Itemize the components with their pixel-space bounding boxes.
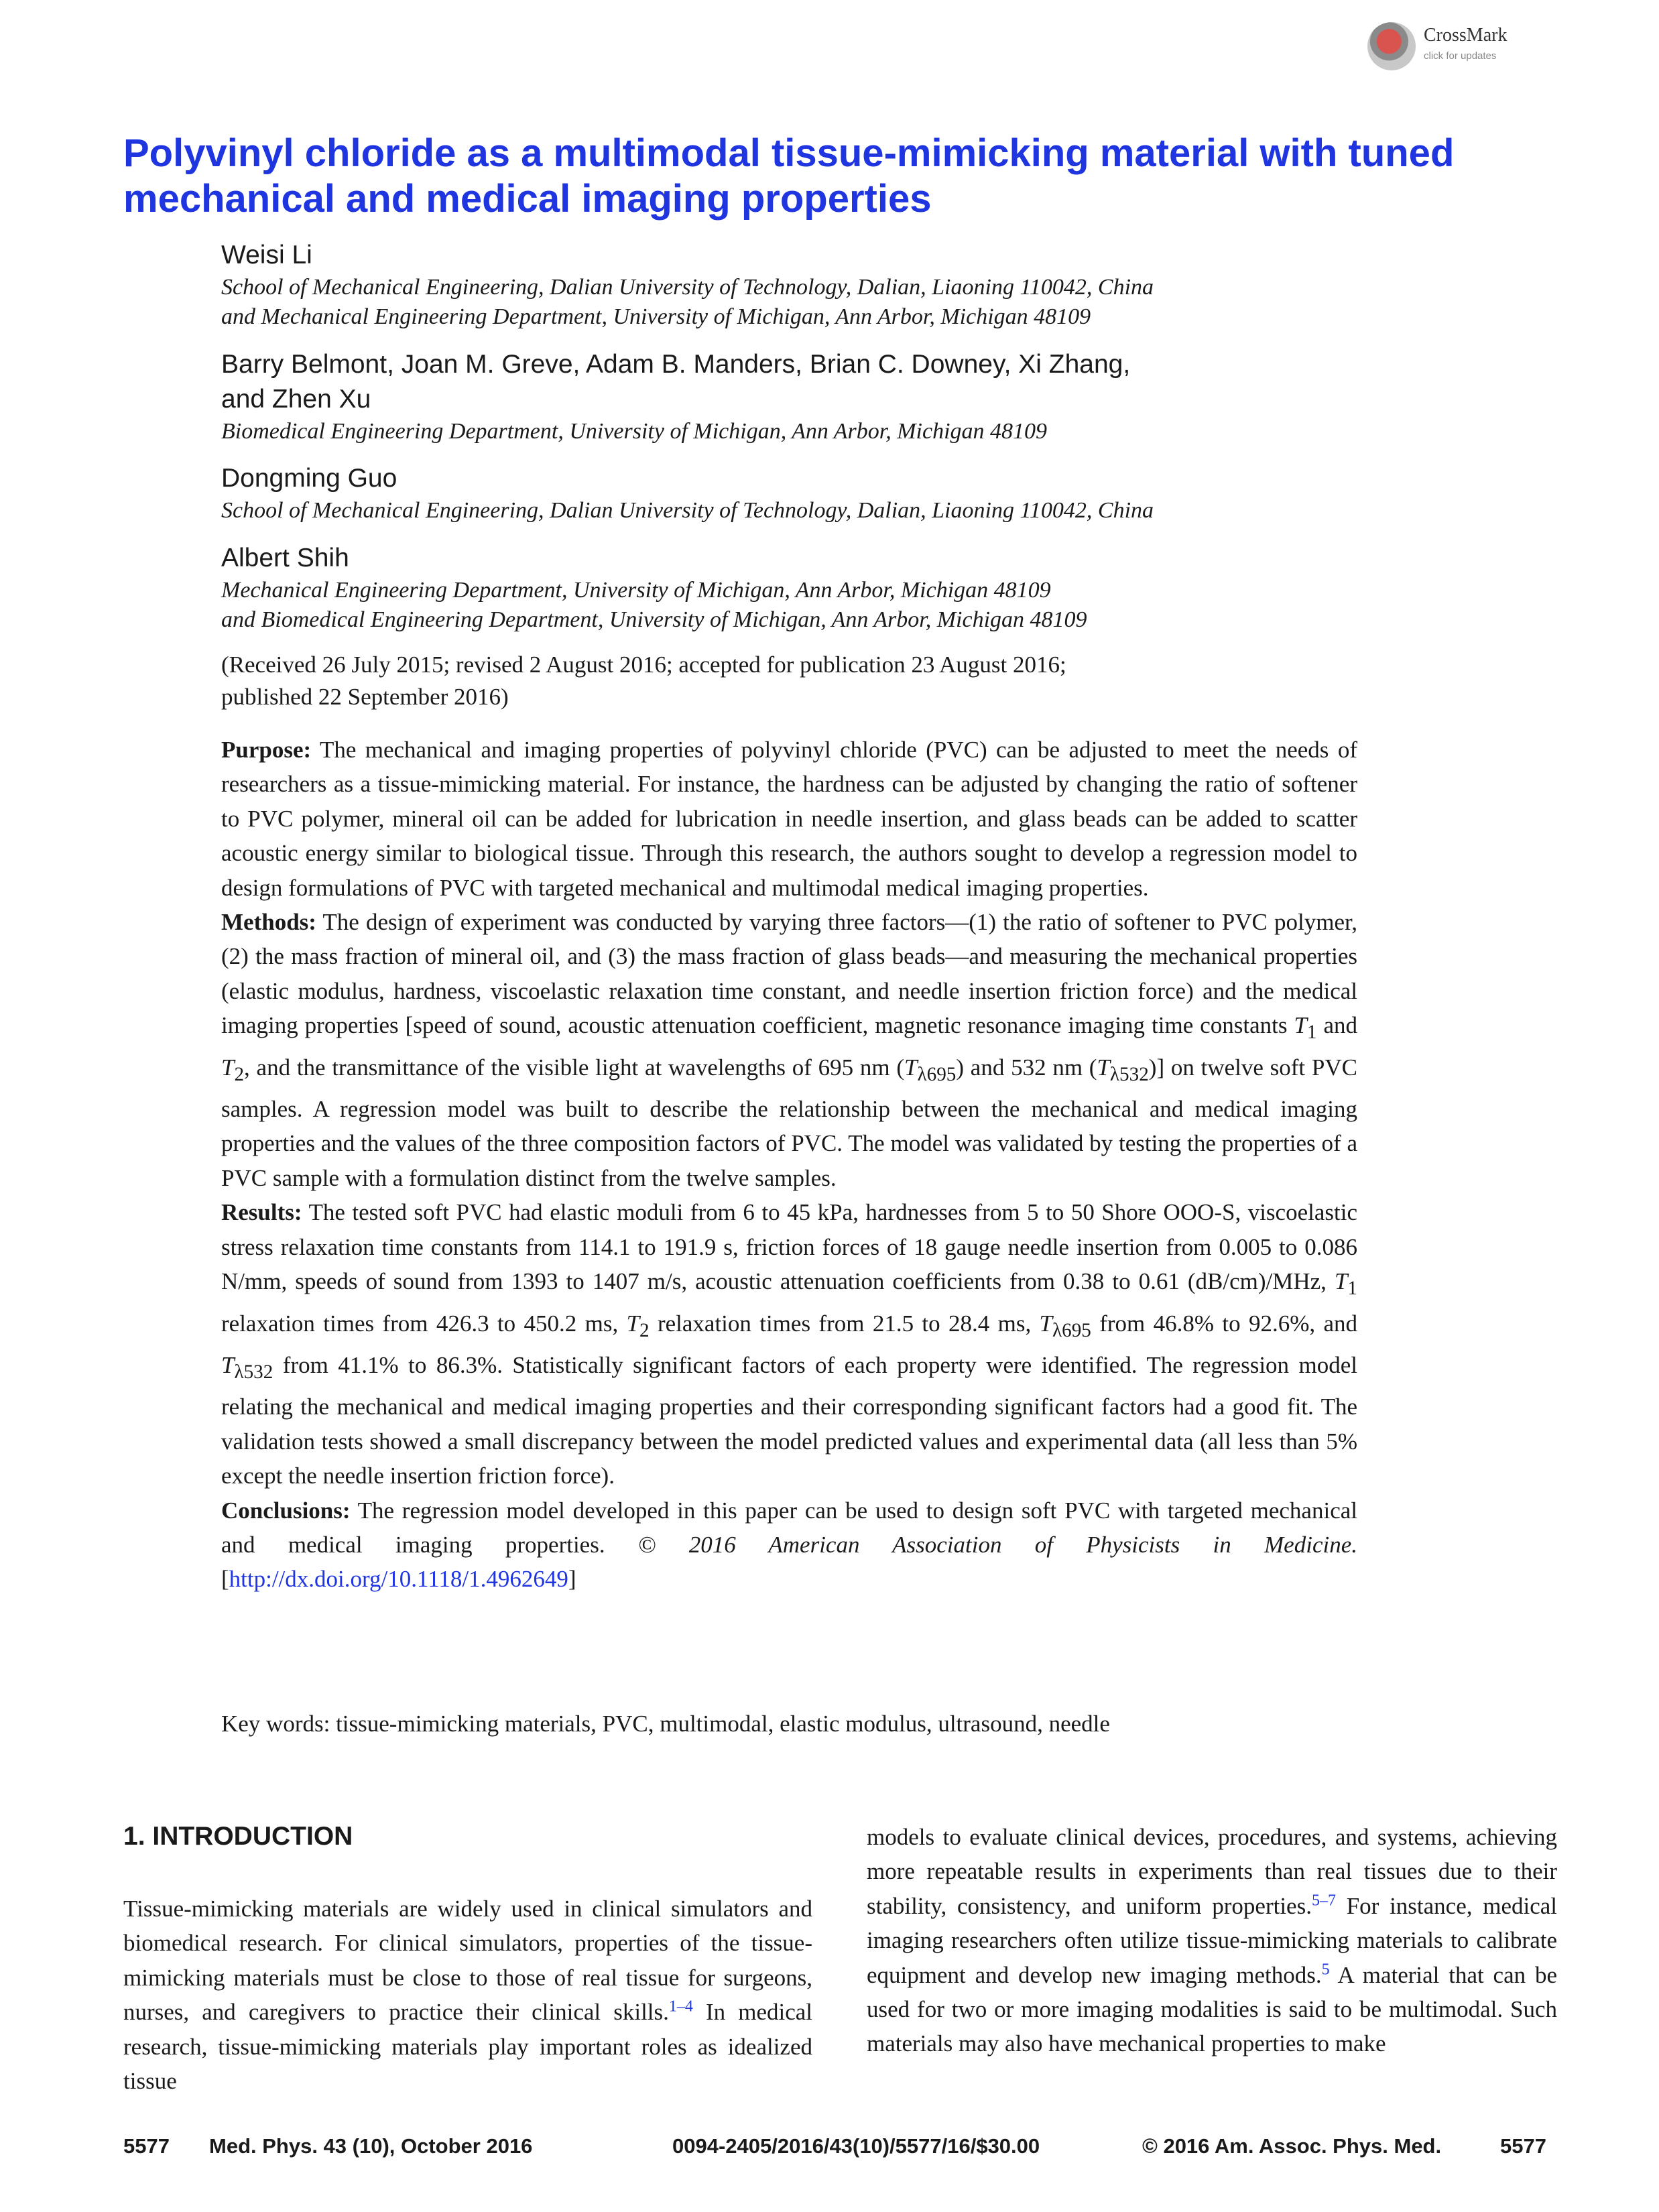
symbol-T: T bbox=[626, 1310, 640, 1337]
author-group-4 bbox=[221, 541, 1528, 635]
symbol-T: T bbox=[221, 1351, 235, 1378]
symbol-T: T bbox=[1039, 1310, 1053, 1337]
issn: 0094-2405/2016/43(10)/5577/16/$30.00 bbox=[672, 2134, 1040, 2158]
page-number-right: 5577 bbox=[1500, 2134, 1546, 2158]
reference-link[interactable]: 5–7 bbox=[1311, 1892, 1336, 1910]
received-dates bbox=[221, 649, 1495, 713]
symbol-T: T bbox=[221, 1054, 235, 1081]
intro-paragraph bbox=[867, 1820, 1557, 2061]
intro-text: For instance, medical imaging researchers often utilize tissue-mimicking materials to calibrate equipment and develop new imaging methods. bbox=[867, 1892, 1557, 1988]
intro-text: Tissue-mimicking materials are widely used in clinical simulators and biomedical research. For clinical simulators, properties of the tissue-mimicking materials must be close to those of real tissue for surgeons, nurses, and caregivers to practice their clinical skills. bbox=[123, 1896, 812, 2026]
abstract bbox=[221, 733, 1357, 1597]
affiliation-line: and Mechanical Engineering Department, University of Michigan, Ann Arbor, Michigan 48109 bbox=[221, 304, 1091, 329]
affiliation-line: and Biomedical Engineering Department, University of Michigan, Ann Arbor, Michigan 48109 bbox=[221, 607, 1087, 632]
journal-citation: Med. Phys. 43 (10), October 2016 bbox=[209, 2134, 533, 2158]
results-text: from 41.1% to 86.3%. Statistically significant factors of each property were identified. The regression model relating the mechanical and medical imaging properties and their corresponding significant factors had a good fit. The validation tests showed a small discrepancy between the model predicted values and experimental data (all less than 5% except the needle insertion friction force). bbox=[221, 1351, 1357, 1489]
intro-text: In medical research, tissue-mimicking materials play important roles as idealized tissue bbox=[123, 1999, 812, 2095]
abstract-methods bbox=[221, 905, 1357, 1195]
author-names: Albert Shih bbox=[221, 544, 349, 572]
crossmark-sublabel: click for updates bbox=[1424, 50, 1497, 62]
author-group-1 bbox=[221, 238, 1528, 332]
page-number-left: 5577 bbox=[123, 2134, 170, 2158]
intro-left-column bbox=[123, 1892, 812, 2098]
received-line: (Received 26 July 2015; revised 2 August 2016; accepted for publication 23 August 2016; bbox=[221, 652, 1066, 678]
symbol-sub: λ695 bbox=[917, 1063, 957, 1085]
methods-text: , and the transmittance of the visible light at wavelengths of 695 nm ( bbox=[244, 1054, 905, 1081]
author-names-continued: and Zhen Xu bbox=[221, 385, 371, 414]
affiliation-line: Mechanical Engineering Department, University of Michigan, Ann Arbor, Michigan 48109 bbox=[221, 578, 1051, 603]
affiliation-line: School of Mechanical Engineering, Dalian University of Technology, Dalian, Liaoning 110042, China bbox=[221, 498, 1154, 523]
conclusions-text: The regression model developed in this paper can be used to design soft PVC with targeted mechanical and medical imaging properties. bbox=[221, 1497, 1357, 1558]
results-text: relaxation times from 426.3 to 450.2 ms, bbox=[221, 1310, 627, 1337]
copyright-notice: © 2016 American Association of Physicists in Medicine. bbox=[605, 1531, 1357, 1558]
reference-link[interactable]: 1–4 bbox=[668, 1998, 693, 2016]
conclusions-label: Conclusions: bbox=[221, 1497, 351, 1524]
article-title: Polyvinyl chloride as a multimodal tissue-mimicking material with tuned mechanical and medical imaging properties bbox=[123, 131, 1455, 221]
footer-copyright: © 2016 Am. Assoc. Phys. Med. bbox=[1142, 2134, 1442, 2158]
received-line: published 22 September 2016) bbox=[221, 684, 509, 710]
intro-right-column bbox=[867, 1820, 1557, 2061]
intro-text: models to evaluate clinical devices, procedures, and systems, achieving more repeatable results in experiments than real tissues due to their stability, consistency, and uniform properties. bbox=[867, 1824, 1557, 1919]
symbol-sub: λ532 bbox=[1109, 1063, 1149, 1085]
symbol-T: T bbox=[1294, 1012, 1307, 1039]
methods-text: The design of experiment was conducted by varying three factors—(1) the ratio of softener to PVC polymer, (2) the mass fraction of mineral oil, and (3) the mass fraction of glass beads—and measuring the mechanical properties (elastic modulus, hardness, viscoelastic relaxation time constant, and needle insertion friction force) and the medical imaging properties [speed of sound, acoustic attenuation coefficient, magnetic resonance imaging time constants bbox=[221, 909, 1357, 1039]
abstract-results bbox=[221, 1195, 1357, 1493]
affiliation-line: School of Mechanical Engineering, Dalian University of Technology, Dalian, Liaoning 110042, China bbox=[221, 275, 1154, 300]
symbol-sub: 2 bbox=[639, 1319, 650, 1341]
intro-text: A material that can be used for two or more imaging modalities is said to be multimodal. Such materials may also have mechanical properties to make bbox=[867, 1961, 1557, 2057]
methods-text: and bbox=[1316, 1012, 1357, 1039]
section-heading: 1. INTRODUCTION bbox=[123, 1822, 353, 1851]
author-names: Dongming Guo bbox=[221, 464, 397, 493]
crossmark-icon bbox=[1367, 22, 1416, 70]
symbol-sub: 1 bbox=[1347, 1278, 1357, 1300]
methods-text: ) and 532 nm ( bbox=[956, 1054, 1097, 1081]
doi-link[interactable]: http://dx.doi.org/10.1118/1.4962649 bbox=[229, 1566, 568, 1593]
author-group-3 bbox=[221, 461, 1528, 526]
symbol-T: T bbox=[1334, 1268, 1348, 1295]
results-text: The tested soft PVC had elastic moduli from 6 to 45 kPa, hardnesses from 5 to 50 Shore OOO-S, viscoelastic stress relaxation time constants from 114.1 to 191.9 s, friction forces of 18 gauge needle insertion from 0.005 to 0.086 N/mm, speeds of sound from 1393 to 1407 m/s, acoustic attenuation coefficients from 0.38 to 0.61 (dB/cm)/MHz, bbox=[221, 1199, 1357, 1295]
author-names: Barry Belmont, Joan M. Greve, Adam B. Manders, Brian C. Downey, Xi Zhang, bbox=[221, 350, 1131, 379]
purpose-label: Purpose: bbox=[221, 737, 312, 763]
author-names: Weisi Li bbox=[221, 241, 312, 269]
crossmark-badge[interactable] bbox=[1367, 17, 1528, 77]
methods-label: Methods: bbox=[221, 909, 316, 936]
symbol-T: T bbox=[1097, 1054, 1110, 1081]
abstract-conclusions: Conclusions: The regression model developed in this paper can be used to design soft PVC with targeted mechanical and medical imaging properties. © 2016 American Association of Physicists in Medicine. [http://dx.doi.org/10.1118/1.4962649] bbox=[221, 1497, 1357, 1593]
crossmark-label: CrossMark bbox=[1424, 25, 1508, 46]
affiliation-line: Biomedical Engineering Department, University of Michigan, Ann Arbor, Michigan 48109 bbox=[221, 419, 1048, 444]
symbol-sub: λ695 bbox=[1052, 1319, 1091, 1341]
results-text: from 46.8% to 92.6%, and bbox=[1091, 1310, 1357, 1337]
results-label: Results: bbox=[221, 1199, 302, 1226]
symbol-T: T bbox=[904, 1054, 918, 1081]
results-text: relaxation times from 21.5 to 28.4 ms, bbox=[649, 1310, 1040, 1337]
symbol-sub: 2 bbox=[234, 1063, 245, 1085]
symbol-sub: 1 bbox=[1306, 1022, 1317, 1044]
abstract-purpose bbox=[221, 733, 1357, 905]
intro-paragraph bbox=[123, 1892, 812, 2098]
keywords: Key words: tissue-mimicking materials, PVC, multimodal, elastic modulus, ultrasound, needle bbox=[221, 1711, 1110, 1737]
methods-text: )] on twelve soft PVC samples. A regression model was built to describe the relationship between the mechanical and medical imaging properties and the values of the three composition factors of PVC. The model was validated by testing the properties of a PVC sample with a formulation distinct from the twelve samples. bbox=[221, 1054, 1357, 1191]
symbol-sub: λ532 bbox=[234, 1361, 273, 1383]
purpose-text: The mechanical and imaging properties of polyvinyl chloride (PVC) can be adjusted to meet the needs of researchers as a tissue-mimicking material. For instance, the hardness can be adjusted by changing the ratio of softener to PVC polymer, mineral oil can be added for lubrication in needle insertion, and glass beads can be added to scatter acoustic energy similar to biological tissue. Through this research, the authors sought to develop a regression model to design formulations of PVC with targeted mechanical and multimodal medical imaging properties. bbox=[221, 737, 1357, 901]
reference-link[interactable]: 5 bbox=[1321, 1960, 1330, 1978]
author-group-2 bbox=[221, 347, 1528, 446]
